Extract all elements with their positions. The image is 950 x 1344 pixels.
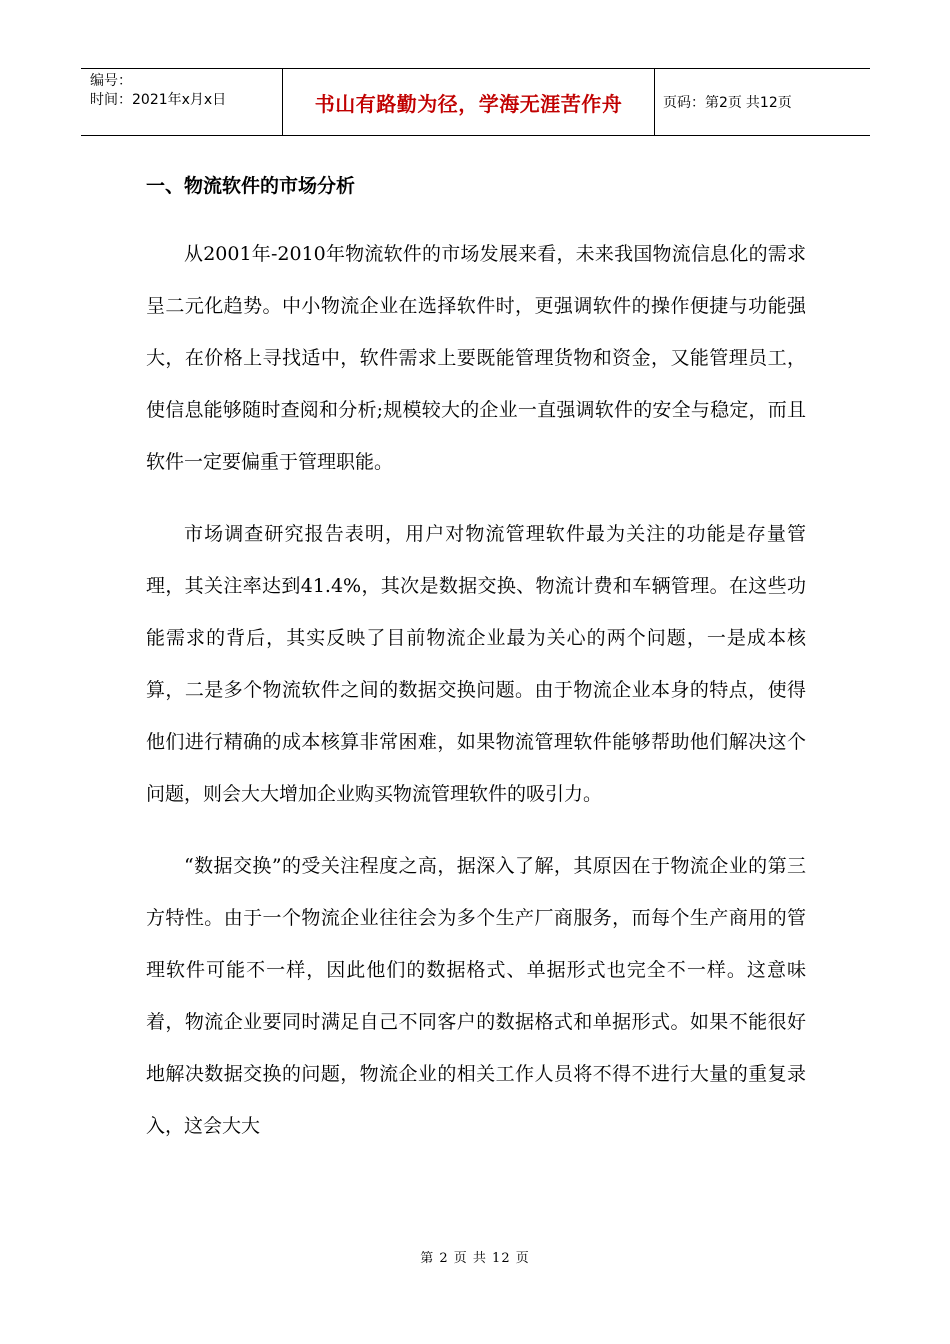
document-header [81,68,870,136]
header-page-cell [655,69,870,135]
header-meta-cell [81,69,283,135]
paragraph-market-trend: 从2001年-2010年物流软件的市场发展来看，未来我国物流信息化的需求呈二元化趋势。中小物流企业在选择软件时，更强调软件的操作便捷与功能强大，在价格上寻找适中，软件需求上要既能管理货物和资金，又能管理员工，使信息能够随时查阅和分析;规模较大的企业一直强调软件的安全与稳定，而且软件一定要偏重于管理职能。 [146,243,806,473]
header-total-pages: 共12页 [745,95,792,111]
document-number-label: 编号： [90,73,132,89]
document-time-label: 时间：2021年x月x日 [90,92,227,108]
document-body [146,160,806,1172]
header-motto-cell [283,69,655,135]
header-page-number: 页码：第2页 [663,95,742,111]
paragraph-data-exchange: “数据交换”的受关注程度之高，据深入了解，其原因在于物流企业的第三方特性。由于一个物流企业往往会为多个生产厂商服务，而每个生产商用的管理软件可能不一样，因此他们的数据格式、单据形式也完全不一样。这意味着，物流企业要同时满足自己不同客户的数据格式和单据形式。如果不能很好地解决数据交换的问题，物流企业的相关工作人员将不得不进行大量的重复录入，这会大大 [146,855,806,1137]
section-title: 一、物流软件的市场分析 [146,175,356,197]
header-motto: 书山有路勤为径，学海无涯苦作舟 [314,91,623,116]
page-footer: 第 2 页 共 12 页 [420,1251,530,1266]
paragraph-market-research: 市场调查研究报告表明，用户对物流管理软件最为关注的功能是存量管理，其关注率达到41.4%，其次是数据交换、物流计费和车辆管理。在这些功能需求的背后，其实反映了目前物流企业最为关心的两个问题，一是成本核算，二是多个物流软件之间的数据交换问题。由于物流企业本身的特点，使得他们进行精确的成本核算非常困难，如果物流管理软件能够帮助他们解决这个问题，则会大大增加企业购买物流管理软件的吸引力。 [146,523,806,805]
